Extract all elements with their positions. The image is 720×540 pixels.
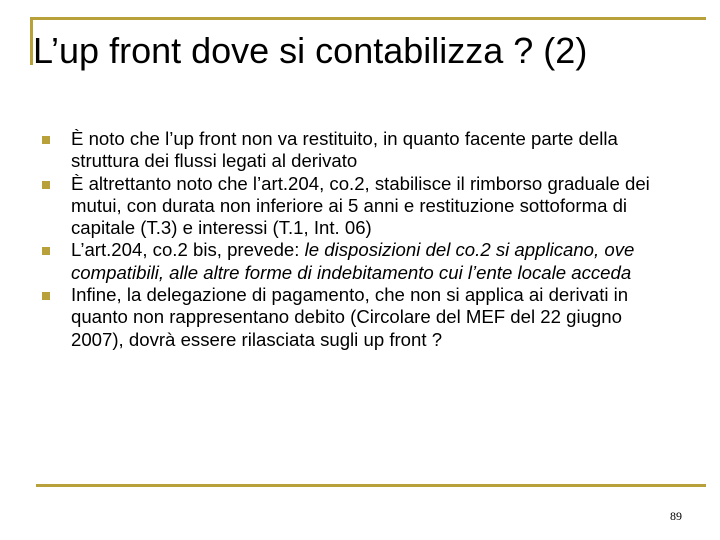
bullet-item	[40, 284, 670, 351]
bullet-item	[40, 173, 670, 240]
bullet-text: L’art.204, co.2 bis, prevede:	[71, 239, 305, 261]
bullet-item	[40, 239, 670, 284]
slide-title: L’up front dove si contabilizza ? (2)	[33, 30, 588, 71]
frame-bottom-line	[36, 484, 706, 487]
bullet-text: Infine, la delegazione di pagamento, che non si applica ai derivati in quanto non rappresentano debito (Circolare del MEF del 22 giugno 2007), dovrà essere rilasciata sugli up front ?	[71, 284, 629, 350]
square-bullet-icon	[42, 292, 50, 300]
bullet-text: È noto che l’up front non va restituito, in quanto facente parte della struttura dei flussi legati al derivato	[71, 128, 618, 172]
frame-top-line	[30, 17, 706, 20]
page-number: 89	[670, 509, 682, 523]
bullet-text: È altrettanto noto che l’art.204, co.2, stabilisce il rimborso graduale dei mutui, con durata non inferiore ai 5 anni e restituzione sottoforma di capitale (T.3) e interessi (T.1, Int. 06)	[71, 172, 650, 239]
bullet-italic-quote: le disposizioni del co.2 si applicano, ove compatibili, alle altre forme di indebitamento cui l’ente locale acceda	[71, 239, 635, 283]
square-bullet-icon	[42, 181, 50, 189]
bullet-item	[40, 128, 670, 173]
square-bullet-icon	[42, 247, 50, 255]
square-bullet-icon	[42, 136, 50, 144]
bullet-list	[40, 128, 670, 351]
